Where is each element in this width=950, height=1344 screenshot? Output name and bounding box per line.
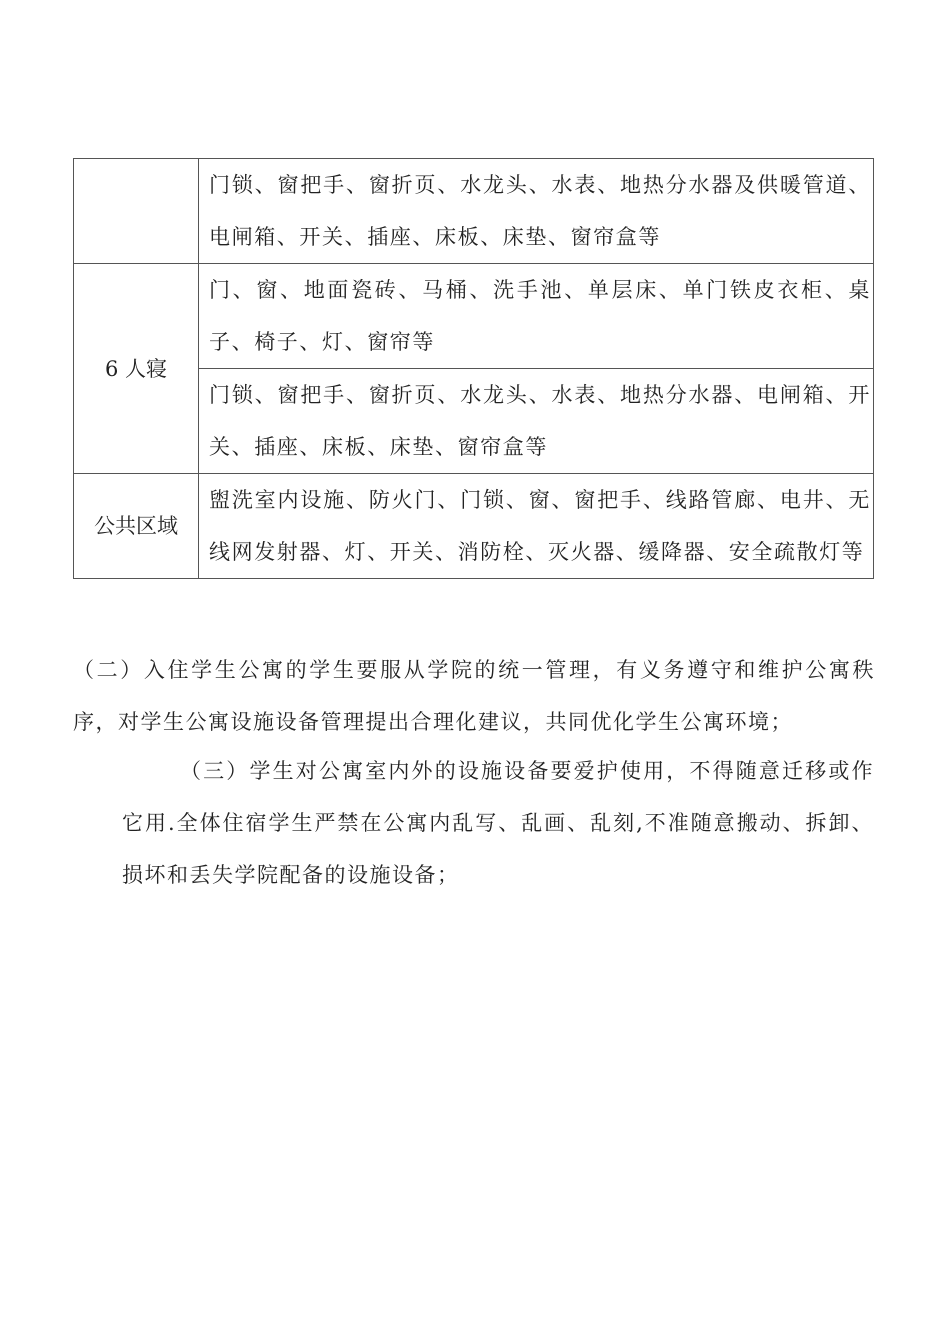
items-cell: 门锁、窗把手、窗折页、水龙头、水表、地热分水器、电闸箱、开关、插座、床板、床垫、窗帘盒等 [199,369,874,474]
items-cell: 盥洗室内设施、防火门、门锁、窗、窗把手、线路管廊、电井、无线网发射器、灯、开关、消防栓、灭火器、缓降器、安全疏散灯等 [199,474,874,579]
items-cell: 门、窗、地面瓷砖、马桶、洗手池、单层床、单门铁皮衣柜、桌子、椅子、灯、窗帘等 [199,264,874,369]
area-cell: 公共区域 [74,474,199,579]
items-cell: 门锁、窗把手、窗折页、水龙头、水表、地热分水器及供暖管道、电闸箱、开关、插座、床板、床垫、窗帘盒等 [199,159,874,264]
area-cell [74,159,199,264]
table-row [74,474,874,579]
paragraph-two: （二）入住学生公寓的学生要服从学院的统一管理，有义务遵守和维护公寓秩序，对学生公寓设施设备管理提出合理化建议，共同优化学生公寓环境； [73,658,875,734]
table-row [74,159,874,264]
table-row [74,264,874,369]
paragraph-three: （三）学生对公寓室内外的设施设备要爱护使用，不得随意迁移或作它用.全体住宿学生严禁在公寓内乱写、乱画、乱刻,不准随意搬动、拆卸、损坏和丢失学院配备的设施设备； [122,759,874,887]
facilities-table [73,158,874,579]
area-cell: 6 人寝 [74,264,199,474]
